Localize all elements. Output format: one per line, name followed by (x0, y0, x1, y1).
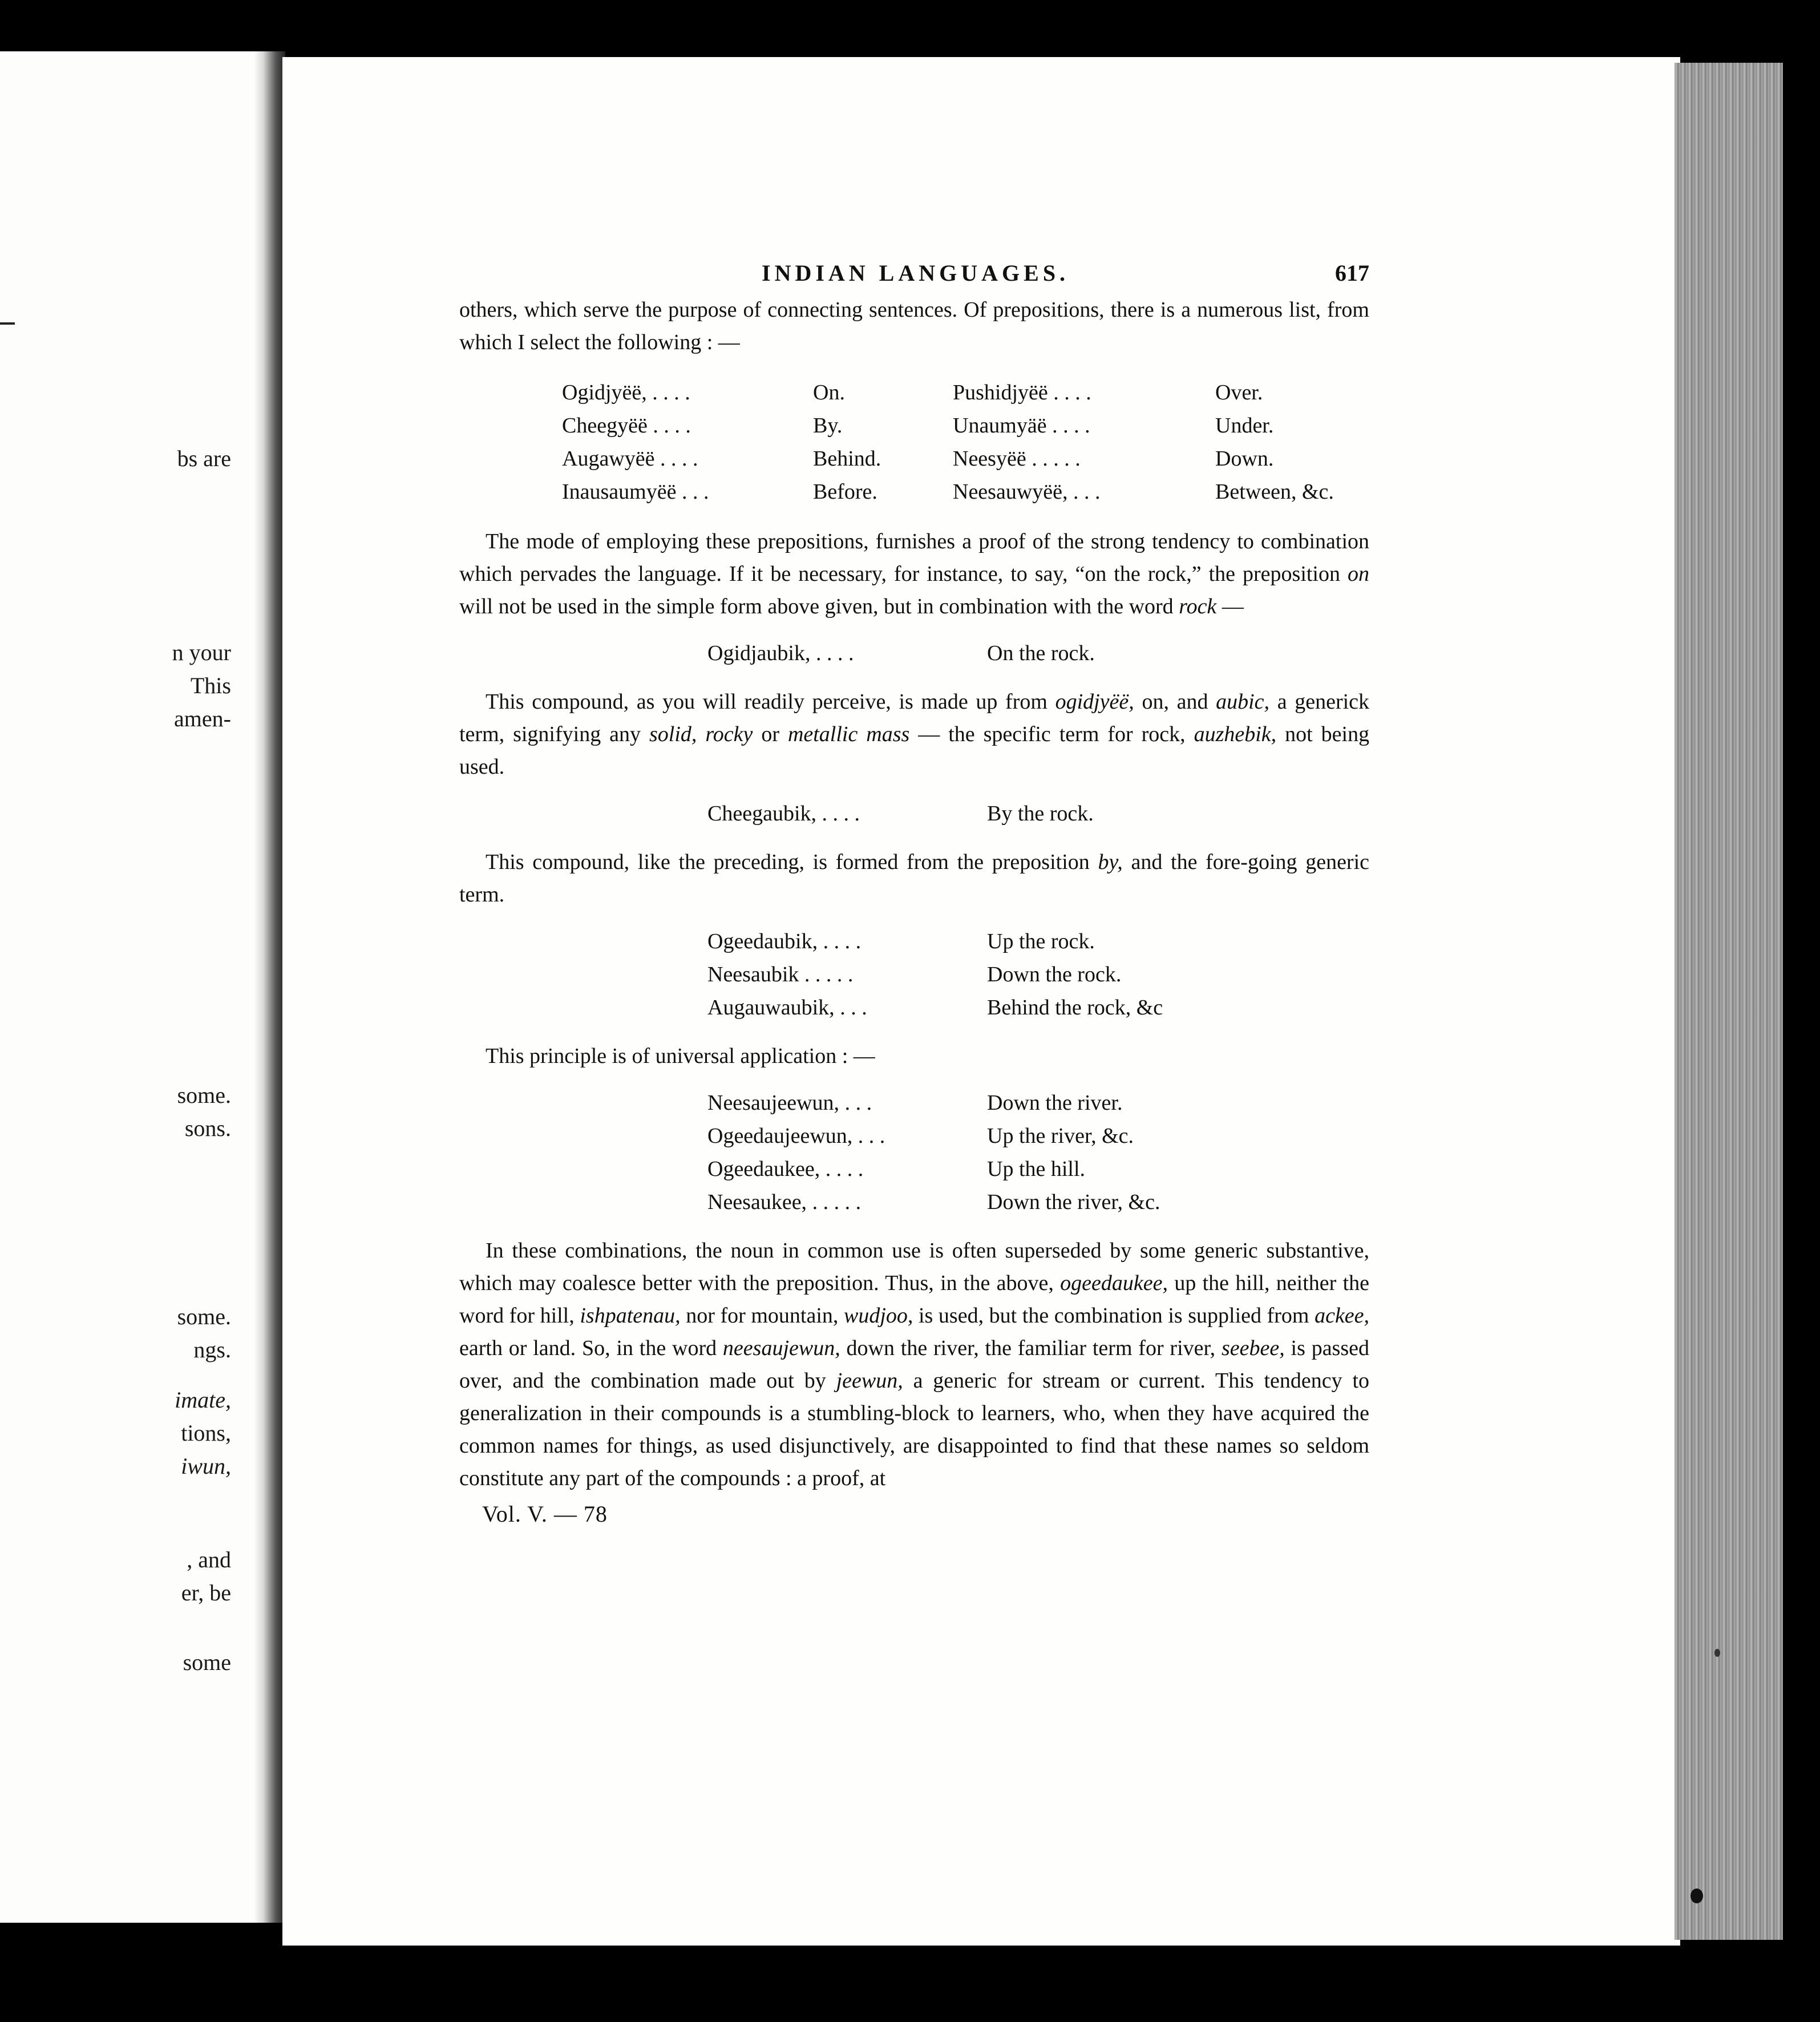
leader-dots: . . . (681, 480, 709, 504)
entry-row (707, 1119, 1369, 1152)
preposition-meaning: Behind. (813, 447, 881, 471)
entry-row (707, 1152, 1369, 1186)
entry-word: Ogeedaukee, (707, 1157, 820, 1181)
left-fragment: er, be (181, 1580, 231, 1606)
left-fragment: some. (177, 1082, 231, 1108)
entry-row (707, 1086, 1369, 1119)
preposition-meaning: Down. (1215, 447, 1274, 471)
leader-dots: . . . . (822, 802, 860, 826)
entry-meaning: Up the hill. (987, 1157, 1086, 1181)
leader-dots: . . . (858, 1124, 885, 1148)
running-title: INDIAN LANGUAGES. (762, 260, 1070, 286)
left-page-rule (0, 322, 15, 325)
entry-meaning: By the rock. (987, 802, 1094, 826)
volume-signature: Vol. V. — 78 (482, 1501, 608, 1527)
entry-word: Ogidjaubik, (707, 641, 811, 665)
preposition-word: Unaumyäë (953, 414, 1047, 438)
entry-row (707, 991, 1369, 1024)
entry-row (707, 925, 1369, 958)
entry-meaning: Up the river, &c. (987, 1124, 1134, 1148)
preposition-meaning: Between, &c. (1215, 480, 1334, 504)
entry-word: Ogeedaujeewun, (707, 1124, 853, 1148)
leader-dots: . . . . (815, 641, 854, 665)
running-head (459, 260, 1369, 294)
entry-meaning: Down the rock. (987, 963, 1122, 986)
left-fragment: some (183, 1649, 231, 1675)
left-fragment: amen- (174, 706, 231, 731)
left-fragment: ngs. (193, 1337, 231, 1362)
paragraph: This principle is of universal application : — (486, 1044, 875, 1068)
preposition-word: Inausaumyëë (562, 480, 677, 504)
table-row (562, 409, 1369, 442)
leader-dots: . . . . (653, 414, 691, 438)
paragraph: The mode of employing these prepositions, furnishes a proof of the strong tendency to combination which pervades the language. If it be necessary, for instance, to say, “on the rock,” the preposition on will not be used in the simple form above given, but in combination with the word rock — (459, 529, 1369, 618)
left-fragment: This (190, 673, 231, 698)
leader-dots: . . . . (823, 929, 862, 953)
prepositions-table (562, 376, 1369, 508)
ink-spot (1714, 1649, 1720, 1657)
leader-dots: . . . (844, 1091, 872, 1115)
paragraph: This compound, as you will readily perceive, is made up from ogidjyëë, on, and aubic, a generick term, signifying any solid, rocky or metallic mass — the specific term for rock, auzhebik, not being used. (459, 690, 1370, 779)
preposition-word: Cheegyëë (562, 414, 648, 438)
left-fragment: some. (177, 1304, 231, 1329)
preposition-meaning: By. (813, 414, 843, 438)
preposition-meaning: Over. (1215, 381, 1263, 405)
leader-dots: . . . . (660, 447, 698, 471)
left-fragment: n your (172, 640, 231, 665)
entry-meaning: Down the river. (987, 1091, 1123, 1115)
leader-dots: . . . . . (812, 1190, 862, 1214)
left-fragment: bs are (177, 446, 231, 471)
entry-word: Cheegaubik, (707, 802, 817, 826)
left-page (0, 51, 254, 1923)
entry-meaning: Down the river, &c. (987, 1190, 1160, 1214)
preposition-meaning: Before. (813, 480, 877, 504)
preposition-meaning: Under. (1215, 414, 1274, 438)
leader-dots: . . . (1073, 480, 1101, 504)
entry-block (707, 797, 1369, 830)
left-fragment: tions, (181, 1420, 231, 1446)
leader-dots: . . . . (1052, 414, 1090, 438)
preposition-word: Augawyëë (562, 447, 655, 471)
left-fragment: iwun, (181, 1453, 231, 1479)
table-row (562, 475, 1369, 508)
entry-meaning: On the rock. (987, 641, 1095, 665)
preposition-word: Neesauwyëë, (953, 480, 1068, 504)
preposition-word: Neesyëë (953, 447, 1026, 471)
entry-word: Neesaujeewun, (707, 1091, 840, 1115)
entry-word: Neesaukee, (707, 1190, 807, 1214)
entry-row (707, 637, 1369, 670)
leader-dots: . . . . (825, 1157, 864, 1181)
left-fragment: imate, (175, 1387, 231, 1413)
leader-dots: . . . . . (1032, 447, 1081, 471)
preposition-meaning: On. (813, 381, 845, 405)
entry-block (707, 1086, 1369, 1219)
leader-dots: . . . . (1053, 381, 1091, 405)
ink-spot (1690, 1888, 1703, 1903)
leader-dots: . . . . . (804, 963, 854, 986)
entry-word: Augauwaubik, (707, 996, 835, 1020)
paragraph: others, which serve the purpose of connecting sentences. Of prepositions, there is a numerous list, from which I select the following : — (459, 298, 1369, 354)
page-content (459, 260, 1369, 1527)
leader-dots: . . . . (652, 381, 690, 405)
paragraph: This compound, like the preceding, is formed from the preposition by, and the fore-going generic term. (459, 850, 1370, 907)
page-edge (1675, 63, 1783, 1940)
entry-meaning: Up the rock. (987, 929, 1095, 953)
entry-block (707, 925, 1369, 1024)
table-row (562, 376, 1369, 409)
entry-row (707, 958, 1369, 991)
entry-row (707, 1186, 1369, 1219)
paragraph: In these combinations, the noun in common use is often superseded by some generic substantive, which may coalesce better with the preposition. Thus, in the above, ogeedaukee, up the hill, neither the word for hill, ishpatenau, nor for mountain, wudjoo, is used, but the combination is supplied from ackee, earth or land. So, in the word neesaujewun, down the river, the familiar term for river, seebee, is passed over, and the combination made out by jeewun, a generic for stream or current. This tendency to generalization in their compounds is a stumbling-block to learners, who, when they have acquired the common names for things, as used disjunctively, are disappointed to find that these names so seldom constitute any part of the compounds : a proof, at (459, 1239, 1370, 1490)
left-fragment: sons. (184, 1115, 231, 1141)
preposition-word: Pushidjyëë (953, 381, 1048, 405)
left-fragment: , and (187, 1547, 231, 1572)
entry-word: Neesaubik (707, 963, 799, 986)
book-gutter (254, 51, 285, 1923)
table-row (562, 442, 1369, 475)
preposition-word: Ogidjyëë, (562, 381, 647, 405)
page-number: 617 (1335, 260, 1369, 286)
entry-meaning: Behind the rock, &c (987, 996, 1163, 1020)
leader-dots: . . . (840, 996, 867, 1020)
entry-row (707, 797, 1369, 830)
entry-block (707, 637, 1369, 670)
entry-word: Ogeedaubik, (707, 929, 818, 953)
